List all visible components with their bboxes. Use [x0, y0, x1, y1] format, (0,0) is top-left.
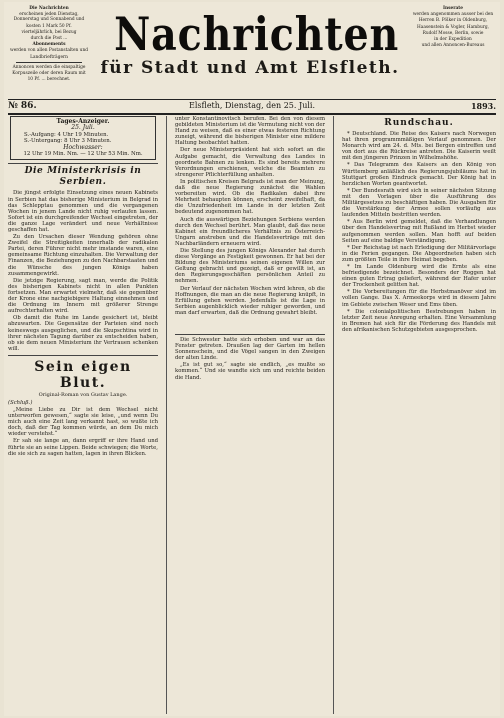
- news-item: * Das Telegramm des Kaisers an den König von Württemberg anläßlich des Regierungsjubiläums hat in Stuttgart großen Eindruck gemacht. Der König hat in herzlichen Worten geantwortet.: [342, 162, 496, 187]
- sunset-time: S.-Untergang: 8 Uhr 3 Minuten.: [24, 138, 112, 145]
- ear-left-line: Annoncen werden die einspaltige: [12, 64, 86, 70]
- article-paragraph: Der neue Ministerpräsident hat sich sofort an die Aufgabe gemacht, die Verwaltung des Landes in geordnete Bahnen zu lenken. Es sind bereits mehrere Verordnungen erschienen, welche die Beamten zu strengerer Pflichterfüllung anhalten.: [175, 147, 325, 178]
- column-divider: [166, 116, 167, 714]
- ear-left-line: Die Nachrichten: [29, 6, 69, 11]
- almanac-title: Tages-Anzeiger.: [56, 118, 110, 125]
- news-item: * Im Lande Oldenburg wird die Ernte als eine befriedigende bezeichnet. Besonders der Roggen hat einen guten Ertrag geliefert, während der Hafer unter der Trockenheit gelitten hat.: [342, 263, 496, 289]
- ear-right-line: in der Expedition: [434, 37, 472, 43]
- feuilleton-heading: Sein eigen Blut.: [34, 358, 132, 391]
- tide-title: Hochwasser:: [63, 143, 103, 151]
- ear-left-line: Abonnements: [32, 42, 66, 48]
- news-item: * Der Bundesrath wird sich in seiner nächsten Sitzung mit den Vorlagen über die Ausführung des Militärgesetzes zu beschäftigen haben. Die Ausgaben für die Verstärkung der Armee sollen vorläufig aus laufenden Mitteln bestritten werden.: [342, 187, 496, 219]
- column-3: [342, 116, 496, 714]
- feuilleton-byline: Original-Roman von Gustav Lange.: [38, 391, 128, 398]
- masthead: [92, 8, 408, 78]
- article-paragraph: In politischen Kreisen Belgrads ist man der Meinung, daß die neue Regierung zunächst die Wahlen vorbereiten wird. Ob die Radikalen dabei ihre Mehrheit behaupten können, erscheint zweifelhaft, da die Unzufriedenheit im Lande in der letzten Zeit bedeutend zugenommen hat.: [175, 178, 325, 216]
- masthead-ear-left: [8, 6, 90, 83]
- section-divider: [8, 163, 158, 164]
- newspaper-subtitle: für Stadt und Amt Elsfleth.: [100, 58, 400, 78]
- article-paragraph: Auch die auswärtigen Beziehungen Serbiens werden durch den Wechsel berührt. Man glaubt, daß das neue Kabinet ein freundlicheres Verhältnis zu Österreich-Ungarn anstreben und die Handelsverträge mit den Nachbarländern erneuern wird.: [175, 216, 325, 247]
- ear-right-line: Rudolf Mosse, Berlin, sowie: [422, 30, 484, 36]
- article-paragraph: unter Konstantinovitsch berufen. Bei den von diesem gebildeten Ministerium ist die Vermutung nicht von der Hand zu weisen, daß es einer etwas festeren Richtung zuneigt, während die bisherigen Minister eine mildere Haltung beobachtet hatten.: [175, 116, 325, 147]
- feuilleton-paragraph: Die Schwester hatte sich erhoben und war an das Fenster getreten. Draußen lag der Garten im hellen Sonnenschein, und die Vögel sangen in den Zweigen der alten Linde.: [175, 337, 325, 362]
- ear-divider: [16, 62, 82, 63]
- feuilleton-paragraph: „Es ist gut so,“ sagte sie endlich, „es mußte so kommen.“ Und sie wandte sich um und reichte beiden die Hand.: [175, 362, 325, 381]
- ear-left-line: werden von allen Postanstalten und: [10, 48, 88, 54]
- sunrise-time: S.-Aufgang: 4 Uhr 19 Minuten.: [24, 131, 109, 138]
- newspaper-page: [4, 2, 500, 716]
- ear-left-line: 10 Pf. ... berechnet.: [27, 77, 71, 83]
- masthead-ear-right: [412, 6, 494, 49]
- article-paragraph: Ob damit die Ruhe im Lande gesichert ist, bleibt abzuwarten. Die Gegensätze der Parteien sind noch keineswegs ausgeglichen, und die Skupschtina wird in ihrer nächsten Tagung darüber zu entscheiden haben, ob sie dem neuen Ministerium ihr Vertrauen schenken will.: [8, 315, 158, 352]
- news-item: * Deutschland. Die Reise des Kaisers nach Norwegen hat ihren programmmäßigen Verlauf genommen. Der Monarch wird am 24. d. Mts. bei Bergen eintreffen und von dort aus die Rückreise antreten. Die Kaiserin weilt mit den jüngeren Prinzen in Wilhelmshöhe.: [342, 131, 496, 162]
- column-divider: [333, 116, 334, 714]
- ear-left-line: erscheinen jeden Dienstag, Donnerstag und Sonnabend und: [13, 12, 85, 23]
- article-heading: Die Ministerkrisis in Serbien.: [24, 166, 142, 188]
- ear-right-line: Herren B. Pölker in Oldenburg,: [418, 18, 488, 24]
- news-item: * Aus Berlin wird gemeldet, daß die Verhandlungen über den Handelsvertrag mit Rußland im Herbst wieder aufgenommen werden sollen. Man hofft auf beiden Seiten auf eine baldige Verständigung.: [342, 219, 496, 244]
- dateline: [8, 99, 496, 115]
- article-paragraph: Der Verlauf der nächsten Wochen wird lehren, ob die Hoffnungen, die man an die neue Regierung knüpft, in Erfüllung gehen werden. Jedenfalls ist die Lage in Serbien augenblicklich wieder ruhiger geworden, und man darf erwarten, daß die Ordnung gewahrt bleibt.: [175, 285, 325, 316]
- feuilleton-label: (Schluß.): [8, 399, 33, 406]
- ear-left-line: Korpuszeile oder deren Raum mit: [12, 71, 86, 77]
- ear-left-line: vierteljährlich, bei Bezug: [21, 29, 77, 35]
- article-paragraph: Die Stellung des jungen Königs Alexander hat durch diese Vorgänge an Festigkeit gewonnen. Er hat bei der Bildung des Ministeriums seinen eigenen Willen zur Geltung gebracht und gezeigt, daß er gewillt ist, an den Regierungsgeschäften persönlichen Anteil zu nehmen.: [175, 247, 325, 285]
- ear-right-line: und allen Annoncen-Bureaus: [421, 43, 485, 49]
- tide-times: 12 Uhr 19 Min. Nm. — 12 Uhr 53 Min. Nm.: [23, 151, 143, 158]
- article-paragraph: Die jetzige Regierung, sagt man, werde die Politik des bisherigen Kabinets nicht in allen Punkten fortsetzen. Man erwartet vielmehr, daß sie gegenüber der Krone eine nachgiebigere Haltung einnehmen und die Ordnung im Innern mit größerer Strenge aufrechterhalten wird.: [8, 277, 158, 315]
- news-item: * Der Reichstag ist nach Erledigung der Militärvorlage in die Ferien gegangen. Die Abgeordneten haben sich zum größten Teile in ihre Heimat begeben.: [342, 244, 496, 263]
- newspaper-title: Nachrichten: [114, 7, 400, 61]
- ear-left-line: kosten 1 Mark 50 Pf.: [26, 23, 72, 29]
- article-paragraph: Zu den Ursachen dieser Wendung gehören ohne Zweifel die Streitigkeiten innerhalb der radikalen Partei, deren Führer nicht mehr imstande waren, eine gemeinsame Richtung einzuhalten. Die Verwaltung der Finanzen, die Beziehungen zu den Nachbarstaaten und die Wünsche des jungen Königs haben zusammengewirkt.: [8, 234, 158, 277]
- ear-left-line: Landbriefträgern: [30, 54, 68, 60]
- article-paragraph: Die jüngst erfolgte Einsetzung eines neuen Kabinets in Serbien hat das bisherige Ministerium in Belgrad in das Schlepptau genommen und die vergangenen Wochen in jenem Lande nicht ruhig verlaufen lassen. Sofort ist ein durchgreifender Wechsel eingetreten, der die ganze Lage verändert und neue Verhältnisse geschaffen hat.: [8, 190, 158, 233]
- news-item: * Die Vorbereitungen für die Herbstmanöver sind im vollen Gange. Das X. Armeekorps wird in diesem Jahre im Gebiete zwischen Weser und Ems üben.: [342, 289, 496, 308]
- daily-almanac-box: [10, 116, 156, 160]
- ear-right-line: Haasenstein & Vogler, Hamburg,: [417, 24, 489, 30]
- feuilleton-paragraph: „Meine Liebe zu Dir ist dem Wechsel nicht unterworfen gewesen,“ sagte sie leise, „und wenn Du mich auch eine Zeit lang verkannt hast, so wußte ich doch, daß der Tag kommen würde, an dem Du mich wieder verstehst.“: [8, 406, 158, 438]
- news-item: * Die colonialpolitischen Bestrebungen haben in letzter Zeit neue Anregung erhalten. Eine Versammlung in Bremen hat sich für die Förderung des Handels mit den afrikanischen Schutzgebieten ausgesprochen.: [342, 308, 496, 333]
- ear-right-line: werden angenommen ausser bei den: [412, 12, 494, 18]
- almanac-date: 25. Juli.: [71, 124, 95, 132]
- issue-number: № 86.: [8, 101, 37, 111]
- issue-year: 1893.: [470, 101, 496, 111]
- column-2: [175, 116, 325, 714]
- feuilleton-paragraph: Er sah sie lange an, dann ergriff er ihre Hand und führte sie an seine Lippen. Beide schwiegen; die Worte, die sie sich zu sagen hatten, lagen in ihren Blicken.: [8, 438, 158, 457]
- section-divider: [175, 334, 325, 335]
- rundschau-heading: Rundschau.: [384, 118, 454, 128]
- column-1: [8, 116, 158, 714]
- section-divider: [8, 355, 158, 356]
- ear-left-line: durch die Post ...: [30, 36, 68, 42]
- issue-date: Elsfleth, Dienstag, den 25. Juli.: [188, 101, 316, 110]
- ear-right-line: Inserate: [442, 6, 464, 11]
